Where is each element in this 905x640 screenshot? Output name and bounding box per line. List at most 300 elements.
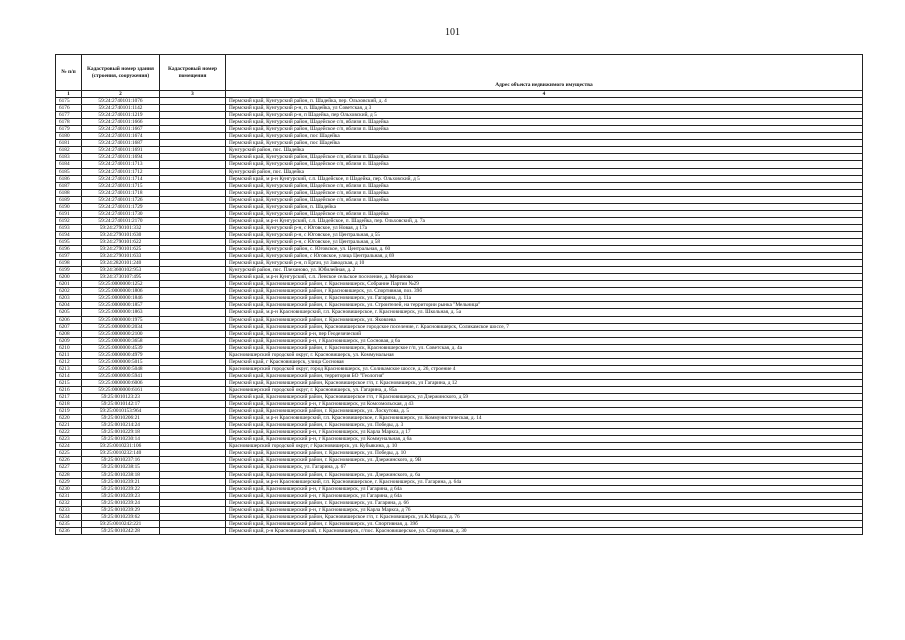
building-cadastral-number: 59:24:2790101:622 [82,238,160,245]
premises-cadastral-number [160,203,226,210]
object-address: Пермский край, Кунгурский район, Шадейское с/п, вблизи п. Шадейка [226,196,863,203]
building-cadastral-number: 59:24:2740101:1142 [82,105,160,112]
premises-cadastral-number [160,358,226,365]
object-address: Пермский край, Кунгурский р-н, с Юговское, ул Центральная, д 58 [226,238,863,245]
table-row [56,372,863,379]
building-cadastral-number: 59:25:0010206:21 [82,415,160,422]
row-number: 6179 [56,126,82,133]
object-address: Пермский край, Кунгурский район, Шадейское с/п, вблизи п. Шадейка [226,119,863,126]
premises-cadastral-number [160,394,226,401]
premises-cadastral-number [160,238,226,245]
object-address: Пермский край, Красновишерский район, г. Красновишерск, ул. Гагарина, д. 11а [226,295,863,302]
premises-cadastral-number [160,443,226,450]
row-number: 6228 [56,471,82,478]
table-row [56,253,863,260]
premises-cadastral-number [160,295,226,302]
table-row [56,492,863,499]
premises-cadastral-number [160,133,226,140]
building-cadastral-number: 59:25:0000000:5015 [82,358,160,365]
premises-cadastral-number [160,401,226,408]
object-address: Пермский край, Красновишерский район, г. Красновишерск, Красновишерское г/п, ул. Советская, д. 4а [226,344,863,351]
building-cadastral-number: 59:25:0000000:4539 [82,344,160,351]
table-row [56,527,863,534]
column-index: 3 [160,91,226,98]
row-number: 6209 [56,337,82,344]
object-address: Пермский край, Красновишерский район, г. Красновишерск, ул. Победы, д. 10 [226,450,863,457]
table-row [56,506,863,513]
row-number: 6200 [56,274,82,281]
object-address: Красновишерский городской округ, город Красновишерск, ул. Соликамское шоссе, д. 26, строение 4 [226,365,863,372]
table-row [56,119,863,126]
premises-cadastral-number [160,450,226,457]
object-address: Пермский край, Кунгурский район, Шадейское с/п, вблизи п. Шадейка [226,189,863,196]
object-address: Пермский край, Кунгурский р-н, с Юговское, ул Центральная, д 55 [226,231,863,238]
premises-cadastral-number [160,154,226,161]
row-number: 6202 [56,288,82,295]
object-address: Пермский край, Кунгурский район, с. Юговское, ул. Центральная, д. 60 [226,246,863,253]
row-number: 6217 [56,394,82,401]
row-number: 6188 [56,189,82,196]
table-row [56,351,863,358]
premises-cadastral-number [160,309,226,316]
object-address: Пермский край, м.р-н Красновишерский, г.п. Красновишерское, г. Красновишерск, ул. Коммунистическая, д. 14 [226,415,863,422]
object-address: Пермский край, м.р-н Кунгурский, с.п. Шадейское, п. Шадейка, пер. Ольховский, д. 7а [226,217,863,224]
row-number: 6191 [56,210,82,217]
row-number: 6197 [56,253,82,260]
building-cadastral-number: 59:25:0000000:1863 [82,309,160,316]
table-row [56,401,863,408]
object-address: Пермский край, Красновишерский район, Красновишерское г/п, г Красновишерск, ул Дзержинского, д 59 [226,394,863,401]
building-cadastral-number: 59:24:2790101:633 [82,253,160,260]
building-cadastral-number: 59:25:0000000:4979 [82,351,160,358]
building-cadastral-number: 59:24:2740101:1219 [82,112,160,119]
object-address: Пермский край, Красновишерский район, г Красновишерск, ул. Спортивная, поз. 39б [226,288,863,295]
object-address: Пермский край, м.р-н Красновишерский, г.п. Красновишерское, г. Красновишерск, ул. Школьная, д. 5а [226,309,863,316]
premises-cadastral-number [160,379,226,386]
premises-cadastral-number [160,246,226,253]
object-address: Пермский край, Кунгурский р-н, п Шадейка, пер Ольховский, д 5 [226,112,863,119]
object-address: Пермский край, Кунгурский район, Шадейское с/п, вблизи п. Шадейка [226,126,863,133]
table-row [56,105,863,112]
building-cadastral-number: 59:25:0000000:5048 [82,365,160,372]
premises-cadastral-number [160,140,226,147]
object-address: Пермский край, Красновишерский район, г. Красновишерск, ул. Гагарина, д. 66 [226,499,863,506]
object-address: Пермский край, Красновишерский район, г. Красновишерск, ул. Лоскутова, д. 5 [226,408,863,415]
object-address: Пермский край, Красновишерский район, г. Красновишерск, ул. Дзержинского, д. 6а [226,471,863,478]
row-number: 6224 [56,443,82,450]
building-cadastral-number: 59:25:0000000:1846 [82,295,160,302]
building-cadastral-number: 59:24:2740101:1714 [82,175,160,182]
object-address: Пермский край, Красновишерский р-н, г Красновишерск, ул Карла Маркса, д 76 [226,506,863,513]
building-cadastral-number: 59:24:2740101:1076 [82,98,160,105]
table-row [56,210,863,217]
building-cadastral-number: 59:25:0010239:62 [82,513,160,520]
premises-cadastral-number [160,344,226,351]
building-cadastral-number: 59:25:0010232:140 [82,450,160,457]
row-number: 6229 [56,478,82,485]
building-cadastral-number: 59:24:2740101:1694 [82,154,160,161]
table-row [56,126,863,133]
row-number: 6232 [56,499,82,506]
table-row [56,457,863,464]
premises-cadastral-number [160,513,226,520]
row-number: 6221 [56,422,82,429]
row-number: 6190 [56,203,82,210]
premises-cadastral-number [160,422,226,429]
premises-cadastral-number [160,112,226,119]
building-cadastral-number: 59:25:0010239:22 [82,485,160,492]
row-number: 6222 [56,429,82,436]
object-address: Пермский край, Кунгурский район, п. Шадейка, пер. Ольховский, д. 4 [226,98,863,105]
object-address: Пермский край, Красновишерский р-н, г Красновишерск, ул Комсомольская, д 43 [226,401,863,408]
row-number: 6193 [56,224,82,231]
premises-cadastral-number [160,105,226,112]
table-row [56,161,863,168]
property-registry-table [55,54,863,535]
object-address: Пермский край, Кунгурский р-н, п. Шадейка, ул Советская, д 3 [226,105,863,112]
row-number: 6220 [56,415,82,422]
object-address: Пермский край, Красновишерский район, г. Красновишерск, ул. Победы, д. 3 [226,422,863,429]
page-number: 101 [445,27,460,38]
table-row [56,429,863,436]
building-cadastral-number: 59:25:0010231:106 [82,443,160,450]
row-number: 6218 [56,401,82,408]
premises-cadastral-number [160,330,226,337]
table-row [56,260,863,267]
row-number: 6214 [56,372,82,379]
table-row [56,358,863,365]
table-row [56,316,863,323]
table-row [56,485,863,492]
premises-cadastral-number [160,119,226,126]
row-number: 6216 [56,386,82,393]
building-cadastral-number: 59:25:0010230:14 [82,436,160,443]
row-number: 6177 [56,112,82,119]
object-address: Пермский край, Красновишерский район, г. Красновишерск, ул. Спортивная, д. 39б [226,520,863,527]
premises-cadastral-number [160,485,226,492]
premises-cadastral-number [160,478,226,485]
object-address: Пермский край, Красновишерский район, г. Красновишерск, ул. Яковлева [226,316,863,323]
header-number: № п/п [56,55,82,91]
object-address: Пермский край, Кунгурский район, пос Шадейка [226,133,863,140]
building-cadastral-number: 59:25:0000000:5941 [82,372,160,379]
premises-cadastral-number [160,464,226,471]
premises-cadastral-number [160,274,226,281]
row-number: 6198 [56,260,82,267]
table-row [56,365,863,372]
premises-cadastral-number [160,260,226,267]
premises-cadastral-number [160,436,226,443]
row-number: 6233 [56,506,82,513]
object-address: Красновишерский городской округ, г. Красновишерск, ул. Гагарина, д. 85а [226,386,863,393]
row-number: 6183 [56,154,82,161]
table-row [56,499,863,506]
building-cadastral-number: 59:25:0010239:24 [82,499,160,506]
object-address: Пермский край, Красновишерский р-н, пер Геодезический [226,330,863,337]
table-row [56,112,863,119]
column-index: 1 [56,91,82,98]
premises-cadastral-number [160,429,226,436]
object-address: Пермский край, Красновишерск, ул. Гагарина, д. 67 [226,464,863,471]
building-cadastral-number: 59:25:0000000:1857 [82,302,160,309]
building-cadastral-number: 59:24:2740101:1691 [82,147,160,154]
object-address: Пермский край, Кунгурский район, с Юговское, улица Центральная, д 69 [226,253,863,260]
premises-cadastral-number [160,224,226,231]
header-premises-cadastral-number: Кадастровый номер помещения [160,55,226,91]
premises-cadastral-number [160,302,226,309]
building-cadastral-number: 59:24:2790101:630 [82,231,160,238]
row-number: 6195 [56,238,82,245]
table-row [56,344,863,351]
object-address: Пермский край, Кунгурский р-н, п Ергач, ул Заводская, д 10 [226,260,863,267]
premises-cadastral-number [160,408,226,415]
table-row [56,133,863,140]
row-number: 6212 [56,358,82,365]
table-row [56,189,863,196]
object-address: Пермский край, р-н Красновишерский, г. Красновишерск, г/пос. Красновишерское, ул. Спортивная, д. 30 [226,527,863,534]
table-row [56,408,863,415]
premises-cadastral-number [160,288,226,295]
object-address: Пермский край, Кунгурский район, Шадейское с/п, вблизи п. Шадейка [226,182,863,189]
building-cadastral-number: 59:25:0000000:1975 [82,316,160,323]
row-number: 6219 [56,408,82,415]
table-row [56,450,863,457]
row-number: 6236 [56,527,82,534]
premises-cadastral-number [160,231,226,238]
premises-cadastral-number [160,323,226,330]
row-number: 6235 [56,520,82,527]
column-index: 2 [82,91,160,98]
row-number: 6178 [56,119,82,126]
building-cadastral-number: 59:25:0000000:1252 [82,281,160,288]
row-number: 6230 [56,485,82,492]
table-row [56,520,863,527]
table-row [56,478,863,485]
table-row [56,154,863,161]
row-number: 6234 [56,513,82,520]
row-number: 6205 [56,309,82,316]
building-cadastral-number: 59:25:0000000:1806 [82,288,160,295]
object-address: Пермский край, Кунгурский район, Шадейское с/п, вблизи п. Шадейка [226,161,863,168]
building-cadastral-number: 59:25:0010238:18 [82,471,160,478]
row-number: 6182 [56,147,82,154]
building-cadastral-number: 59:25:0000000:2034 [82,323,160,330]
row-number: 6204 [56,302,82,309]
building-cadastral-number: 59:25:0010214:24 [82,422,160,429]
premises-cadastral-number [160,175,226,182]
premises-cadastral-number [160,527,226,534]
building-cadastral-number: 59:24:3730107:495 [82,274,160,281]
building-cadastral-number: 59:25:0010242:221 [82,520,160,527]
header-building-cadastral-number: Кадастровый номер здания (строения, сооружения) [82,55,160,91]
premises-cadastral-number [160,351,226,358]
object-address: Красновишерский городской округ, г Красновишерск, ул. Кубьякина, д. 10 [226,443,863,450]
table-row [56,323,863,330]
table-row [56,147,863,154]
premises-cadastral-number [160,161,226,168]
table-row [56,203,863,210]
row-number: 6186 [56,175,82,182]
table-row [56,140,863,147]
premises-cadastral-number [160,217,226,224]
row-number: 6223 [56,436,82,443]
table-row [56,231,863,238]
row-number: 6181 [56,140,82,147]
table-row [56,168,863,175]
table-row [56,274,863,281]
table-row [56,471,863,478]
premises-cadastral-number [160,210,226,217]
row-number: 6226 [56,457,82,464]
row-number: 6189 [56,196,82,203]
premises-cadastral-number [160,147,226,154]
premises-cadastral-number [160,506,226,513]
table-row [56,217,863,224]
row-number: 6210 [56,344,82,351]
table-row [56,422,863,429]
premises-cadastral-number [160,499,226,506]
table-row [56,98,863,105]
row-number: 6185 [56,168,82,175]
row-number: 6207 [56,323,82,330]
table-row [56,224,863,231]
premises-cadastral-number [160,337,226,344]
table-body [56,98,863,535]
row-number: 6206 [56,316,82,323]
building-cadastral-number: 59:25:0000000:3658 [82,337,160,344]
building-cadastral-number: 59:25:0010239:21 [82,478,160,485]
premises-cadastral-number [160,182,226,189]
table-header-row [56,55,863,91]
building-cadastral-number: 59:25:0000000:2100 [82,330,160,337]
building-cadastral-number: 59:24:2740101:1712 [82,168,160,175]
building-cadastral-number: 59:24:2740101:1713 [82,161,160,168]
building-cadastral-number: 59:24:2740101:1666 [82,119,160,126]
row-number: 6194 [56,231,82,238]
row-number: 6187 [56,182,82,189]
building-cadastral-number: 59:25:0010237:16 [82,457,160,464]
building-cadastral-number: 59:24:2740101:2170 [82,217,160,224]
premises-cadastral-number [160,520,226,527]
row-number: 6184 [56,161,82,168]
object-address: Кунгурский район, пос. Шадейка [226,168,863,175]
object-address: Кунгурский район, пос. Шадейка [226,147,863,154]
building-cadastral-number: 59:24:2740101:1667 [82,126,160,133]
column-index-row [56,91,863,98]
row-number: 6180 [56,133,82,140]
object-address: Пермский край, Красновишерский район, Красновишерское городское поселение, г. Красновишерск, Соликамское шоссе, 7 [226,323,863,330]
building-cadastral-number: 59:25:0010229:18 [82,429,160,436]
building-cadastral-number: 59:24:2740101:1726 [82,196,160,203]
table-row [56,443,863,450]
table-row [56,196,863,203]
row-number: 6199 [56,267,82,274]
premises-cadastral-number [160,471,226,478]
building-cadastral-number: 59:24:2740101:1674 [82,133,160,140]
premises-cadastral-number [160,189,226,196]
table-row [56,182,863,189]
table-row [56,267,863,274]
building-cadastral-number: 59:24:2790101:332 [82,224,160,231]
table-row [56,394,863,401]
table-row [56,309,863,316]
table-row [56,513,863,520]
building-cadastral-number: 59:24:2740101:1715 [82,182,160,189]
table-row [56,464,863,471]
table-row [56,379,863,386]
object-address: Пермский край, Кунгурский район, Шадейское с/п, вблизи п. Шадейка [226,154,863,161]
building-cadastral-number: 59:24:3600102:953 [82,267,160,274]
building-cadastral-number: 59:24:2740101:1687 [82,140,160,147]
building-cadastral-number: 59:24:2740101:1718 [82,189,160,196]
premises-cadastral-number [160,372,226,379]
table-row [56,337,863,344]
table-row [56,281,863,288]
object-address: Пермский край, Красновишерский район, г. Красновишерск, ул. Дзержинского, д. 9В [226,457,863,464]
object-address: Пермский край, Красновишерский р-н, г Красновишерск, ул Гагарина, д 64а [226,492,863,499]
premises-cadastral-number [160,365,226,372]
row-number: 6196 [56,246,82,253]
premises-cadastral-number [160,316,226,323]
premises-cadastral-number [160,253,226,260]
row-number: 6176 [56,105,82,112]
row-number: 6211 [56,351,82,358]
premises-cadastral-number [160,386,226,393]
row-number: 6208 [56,330,82,337]
object-address: Пермский край, Кунгурский район, п. Шадейка [226,203,863,210]
row-number: 6231 [56,492,82,499]
object-address: Пермский край, Кунгурский район, пос Шадейка [226,140,863,147]
object-address: Пермский край, Красновишерский р-н, г Красновишерск, ул Коммунальная, д 6а [226,436,863,443]
row-number: 6227 [56,464,82,471]
table-row [56,246,863,253]
row-number: 6175 [56,98,82,105]
building-cadastral-number: 59:24:2790101:625 [82,246,160,253]
building-cadastral-number: 59:25:0000000:6006 [82,379,160,386]
table-row [56,295,863,302]
table-row [56,175,863,182]
premises-cadastral-number [160,126,226,133]
premises-cadastral-number [160,168,226,175]
object-address: Пермский край, Кунгурский р-н, с Юговское, ул Новая, д 17а [226,224,863,231]
table-row [56,386,863,393]
row-number: 6203 [56,295,82,302]
building-cadastral-number: 59:24:2740101:1729 [82,203,160,210]
object-address: Пермский край, Красновишерский р-н, г Красновишерск, ул Гагарина, д 64а [226,485,863,492]
table-row [56,302,863,309]
row-number: 6213 [56,365,82,372]
table-row [56,330,863,337]
premises-cadastral-number [160,281,226,288]
building-cadastral-number: 59:25:0010142:17 [82,401,160,408]
table-row [56,288,863,295]
object-address: Пермский край, м р-н Кунгурский, с.п. Шадейское, п Шадейка, пер. Ольховский, д 5 [226,175,863,182]
building-cadastral-number: 59:25:0010153:964 [82,408,160,415]
building-cadastral-number: 59:25:0010123:23 [82,394,160,401]
building-cadastral-number: 59:25:0010239:23 [82,492,160,499]
row-number: 6215 [56,379,82,386]
header-address: Адрес объекта недвижимого имущества [226,55,863,91]
premises-cadastral-number [160,267,226,274]
object-address: Пермский край, г Красновишерск, улица Сосновая [226,358,863,365]
building-cadastral-number: 59:25:0010239:29 [82,506,160,513]
object-address: Красновишерский городской округ, г. Красновишерск, ул. Коммунальная [226,351,863,358]
object-address: Пермский край, м.р-н Красновишерский, г.п. Красновишерское, г. Красновишерск, ул. Гагарина, д. 64а [226,478,863,485]
premises-cadastral-number [160,415,226,422]
table-row [56,436,863,443]
object-address: Пермский край, Красновишерский р-н, г Красновишерск, ул Карла Маркса, д 17 [226,429,863,436]
premises-cadastral-number [160,457,226,464]
